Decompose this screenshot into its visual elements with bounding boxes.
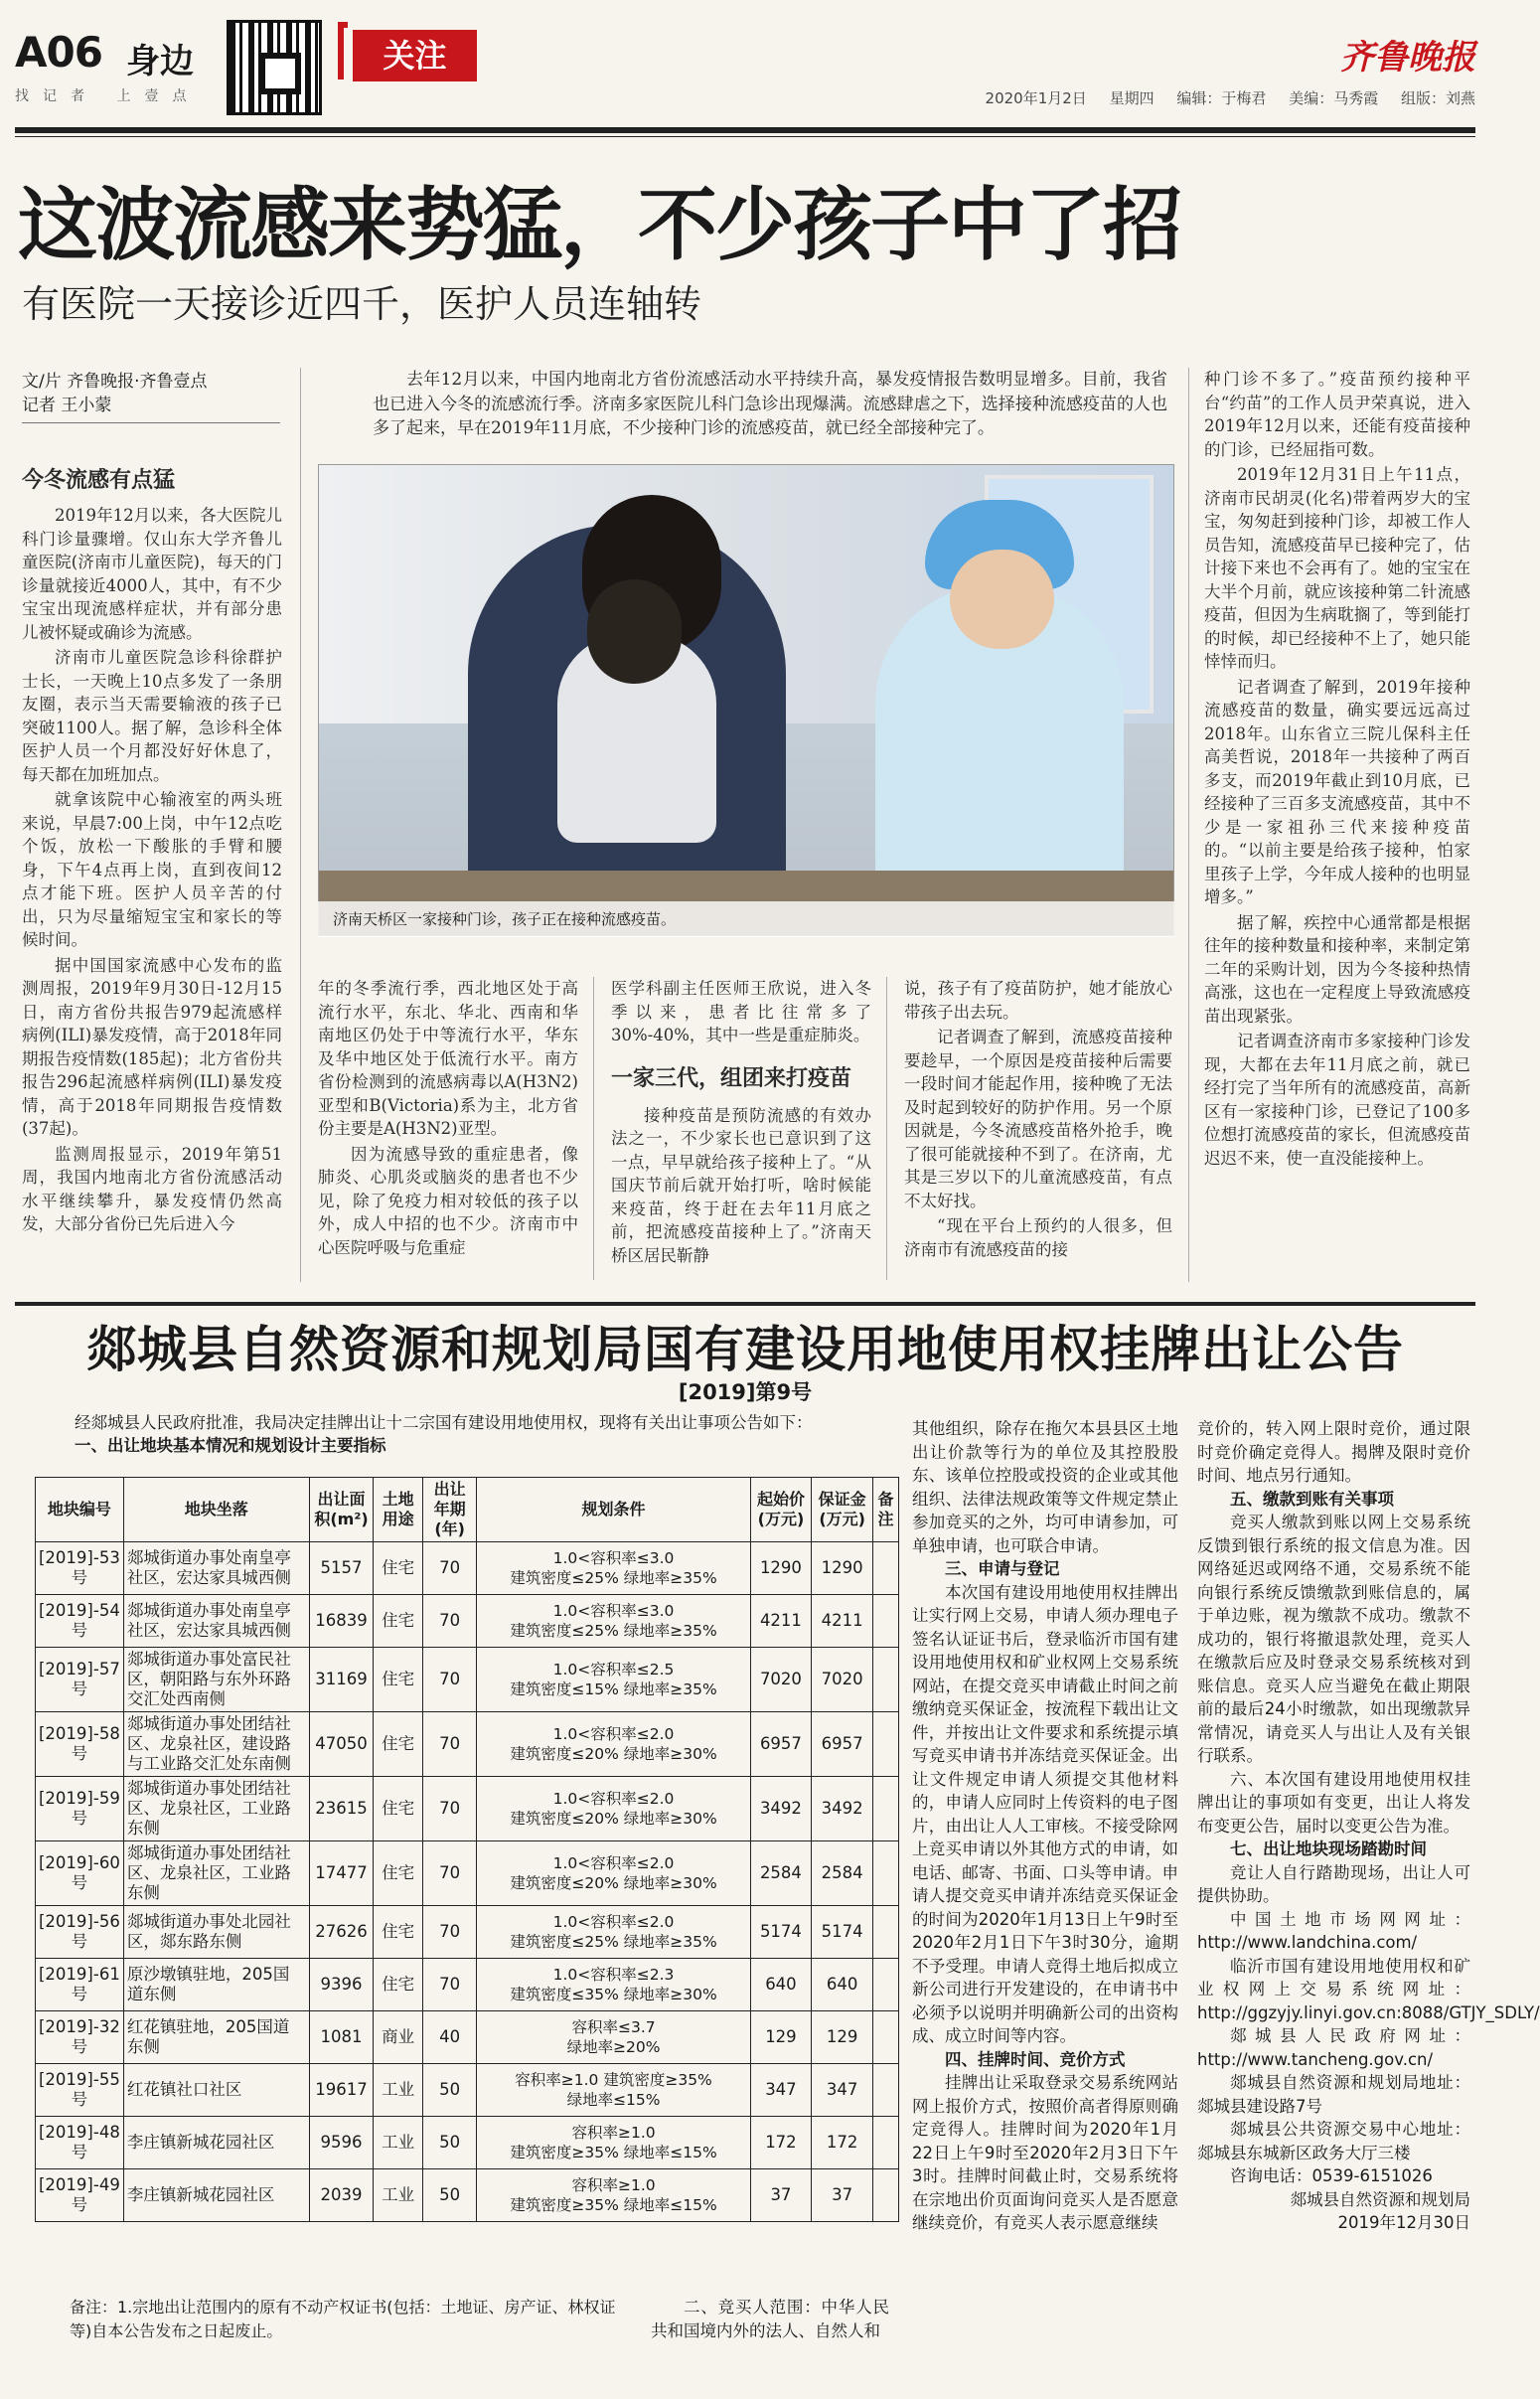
intro-heading: 一、出让地块基本情况和规划设计主要指标 [75, 1436, 386, 1455]
plot-location: 原沙墩镇驻地，205国道东侧 [123, 1959, 309, 2011]
plot-remark [873, 1841, 899, 1906]
plot-years: 70 [422, 1777, 477, 1841]
plot-years: 70 [422, 1648, 477, 1712]
editor: 编辑：于梅君 [1176, 89, 1267, 107]
plot-plan [477, 1542, 750, 1595]
plot-start-price: 6957 [750, 1712, 812, 1777]
plot-deposit: 1290 [812, 1542, 873, 1595]
plot-years: 50 [422, 2064, 477, 2117]
table-row [36, 1542, 899, 1595]
plot-use: 住宅 [374, 1959, 422, 2011]
plot-years: 50 [422, 2117, 477, 2169]
plot-deposit: 5174 [812, 1906, 873, 1959]
plot-remark [873, 1712, 899, 1777]
table-header-cell: 出让面积(m²) [309, 1478, 374, 1542]
plan-line-1: 1.0<容积率≤2.0 [552, 1725, 675, 1743]
paragraph: 据中国国家流感中心发布的监测周报，2019年9月30日-12月15日，南方省份共报告979起流感样病例(ILI)暴发疫情，高于2018年同期报告疫情数(185起)；北方省份共报告296起流感样病例(ILI)暴发疫情，高于2018年同期报告疫情数(37起)。 [22, 955, 282, 1138]
plot-years: 70 [422, 1841, 477, 1906]
plot-location: 郯城街道办事处南皇亭社区，宏达家具城西侧 [123, 1595, 309, 1648]
table-row [36, 2117, 899, 2169]
news-photo [318, 464, 1174, 936]
plot-remark [873, 1959, 899, 2011]
phone: 咨询电话：0539-6151026 [1230, 2166, 1433, 2185]
plot-start-price: 37 [750, 2169, 812, 2222]
plot-plan [477, 1777, 750, 1841]
issue-date: 2019年12月30日 [1337, 2213, 1470, 2232]
plot-plan [477, 1648, 750, 1712]
header-rule-thin [15, 136, 1475, 137]
plan-line-1: 容积率≥1.0 [571, 2176, 656, 2194]
article-column-2 [318, 977, 578, 1261]
paragraph: “现在平台上预约的人很多，但济南市有流感疫苗的接 [904, 1216, 1172, 1259]
plot-area: 9396 [309, 1959, 374, 2011]
section-name: 身边 [126, 42, 194, 81]
section-tag: 关注 [353, 30, 477, 81]
issuer: 郯城县自然资源和规划局 [1290, 2189, 1470, 2209]
paragraph: 本次国有建设用地使用权挂牌出让实行网上交易，申请人须办理电子签名认证证书后，登录临沂市国有建设用地使用权和矿业权网上交易系统网站，在提交竞买申请截止时间之前缴纳竞买保证金，按流程下载出让文件，并按出让文件要求和系统提示填写竞买申请书并冻结竞买保证金。出让文件规定申请人须提交其他材料的，申请人应同时上传资料的电子图片，由出让人人工审核。不接受除网上竞买申请以外其他方式的申请，如电话、邮寄、书面、口头等申请。申请人提交竞买申请并冻结竞买保证金的时间为2020年1月13日上午9时至2020年2月1日下午3时30分，逾期不予受理。申请人竞得土地后拟成立新公司进行开发建设的，在申请书中必须予以说明并明确新公司的出资构成、成立时间等内容。 [912, 1582, 1178, 2045]
plan-line-2: 建筑密度≤35% 绿地率≥30% [510, 1986, 717, 2003]
plot-area: 31169 [309, 1648, 374, 1712]
paragraph: 接种疫苗是预防流感的有效办法之一，不少家长也已意识到了这一点，早早就给孩子接种上了。“从国庆节前后就开始打听，啥时候能来疫苗，终于赶在去年11月底之前，把流感疫苗接种上了。”济南天桥区居民靳静 [611, 1105, 871, 1265]
plot-deposit: 640 [812, 1959, 873, 2011]
article-column-1 [22, 455, 282, 1238]
address: 郯城县自然资源和规划局地址：郯城县建设路7号 [1197, 2073, 1470, 2116]
byline-rule [22, 422, 280, 423]
website: 临沂市国有建设用地使用权和矿业权网上交易系统网址：http://ggzyjy.linyi.gov.cn:8088/GTJY_SDLY/ [1197, 1956, 1540, 2022]
plot-plan [477, 2064, 750, 2117]
plot-area: 1081 [309, 2011, 374, 2064]
plot-plan [477, 1712, 750, 1777]
plot-remark [873, 2064, 899, 2117]
plot-plan [477, 1595, 750, 1648]
table-header-cell: 保证金(万元) [812, 1478, 873, 1542]
plot-area: 17477 [309, 1841, 374, 1906]
table-header-cell: 起始价(万元) [750, 1478, 812, 1542]
paragraph: 年的冬季流行季，西北地区处于高流行水平，东北、华北、西南和华南地区仍处于中等流行水平，华东及华中地区处于低流行水平。南方省份检测到的流感病毒以A(H3N2)亚型和B(Victoria)系为主，北方省份主要是A(H3N2)亚型。 [318, 979, 578, 1138]
plan-line-1: 1.0<容积率≤2.0 [552, 1913, 675, 1931]
plan-line-2: 建筑密度≤25% 绿地率≥35% [510, 1622, 717, 1640]
plot-remark [873, 2117, 899, 2169]
plot-location: 李庄镇新城花园社区 [123, 2117, 309, 2169]
plot-location: 李庄镇新城花园社区 [123, 2169, 309, 2222]
plan-line-1: 容积率≤3.7 [571, 2018, 656, 2036]
plot-plan [477, 2011, 750, 2064]
plan-line-1: 1.0<容积率≤3.0 [552, 1549, 675, 1567]
plot-use: 工业 [374, 2169, 422, 2222]
table-row [36, 2011, 899, 2064]
plan-line-1: 1.0<容积率≤2.0 [552, 1790, 675, 1808]
plan-line-1: 容积率≥1.0 [571, 2124, 656, 2142]
paragraph: 记者调查了解到，2019年接种流感疫苗的数量，确实要远远高过2018年。山东省立三院儿保科主任高美哲说，2018年一共接种了两百多支，而2019年截止到10月底，已经接种了三百多支流感疫苗，其中不少是一家祖孙三代来接种疫苗的。“以前主要是给孩子接种，怕家里孩子上学，今年成人接种的也明显增多。” [1204, 677, 1470, 906]
plot-deposit: 3492 [812, 1777, 873, 1841]
table-header-row [36, 1478, 899, 1542]
paragraph: 竞让人自行踏勘现场，出让人可提供协助。 [1197, 1862, 1470, 1905]
lead-paragraph [373, 368, 1167, 443]
plot-start-price: 4211 [750, 1595, 812, 1648]
plot-id: [2019]-49号 [36, 2169, 124, 2222]
plot-id: [2019]-57号 [36, 1648, 124, 1712]
plot-area: 2039 [309, 2169, 374, 2222]
plan-line-2: 建筑密度≤15% 绿地率≥35% [510, 1680, 717, 1698]
plot-plan [477, 1959, 750, 2011]
table-header-cell: 地块编号 [36, 1478, 124, 1542]
plot-use: 工业 [374, 2117, 422, 2169]
plot-location: 郯城街道办事处团结社区、龙泉社区，工业路东侧 [123, 1777, 309, 1841]
lead-text: 去年12月以来，中国内地南北方省份流感活动水平持续升高，暴发疫情报告数明显增多。目前，我省也已进入今冬的流感流行季。济南多家医院儿科门急诊出现爆满。流感肆虐之下，选择接种流感疫苗的人也多了起来，早在2019年11月底，不少接种门诊的流感疫苗，就已经全部接种完了。 [373, 370, 1167, 438]
table-row [36, 2169, 899, 2222]
table-row [36, 1841, 899, 1906]
byline-reporter: 记者 王小蒙 [22, 396, 112, 415]
paragraph: 据了解，疾控中心通常都是根据往年的接种数量和接种率，来制定第二年的采购计划，因为今冬接种热情高涨，这也在一定程度上导致流感疫苗出现紧张。 [1204, 912, 1470, 1026]
article-column-3 [611, 977, 871, 1269]
plot-plan [477, 1841, 750, 1906]
paragraph: 医学科副主任医师王欣说，进入冬季以来，患者比往常多了30%-40%，其中一些是重症肺炎。 [611, 979, 871, 1044]
table-row [36, 1959, 899, 2011]
tag-bracket [338, 22, 348, 80]
plot-id: [2019]-58号 [36, 1712, 124, 1777]
plot-area: 19617 [309, 2064, 374, 2117]
paragraph: 因为流感导致的重症患者，像肺炎、心肌炎或脑炎的患者也不少见，除了免疫力相对较低的孩子以外，成人中招的也不少。济南市中心医院呼吸与危重症 [318, 1144, 578, 1257]
land-plots-table [35, 1477, 899, 2222]
table-row [36, 2064, 899, 2117]
plot-use: 住宅 [374, 1595, 422, 1648]
plot-remark [873, 1542, 899, 1595]
plot-id: [2019]-48号 [36, 2117, 124, 2169]
plot-area: 47050 [309, 1712, 374, 1777]
announcement-title: 郯城县自然资源和规划局国有建设用地使用权挂牌出让公告 [86, 1321, 1404, 1378]
paragraph: 二、竞买人范围：中华人民共和国境内外的法人、自然人和 [651, 2298, 889, 2340]
plan-line-1: 1.0<容积率≤2.3 [552, 1966, 675, 1984]
paragraph: 2019年12月以来，各大医院儿科门诊量骤增。仅山东大学齐鲁儿童医院(济南市儿童医院)，每天的门诊量就接近4000人，其中，有不少宝宝出现流感样症状，并有部分患儿被怀疑或确诊为流感。 [22, 506, 282, 642]
plot-deposit: 6957 [812, 1712, 873, 1777]
page-header [15, 20, 1475, 139]
plot-area: 23615 [309, 1777, 374, 1841]
plot-use: 住宅 [374, 1841, 422, 1906]
plot-location: 郯城街道办事处团结社区、龙泉社区，建设路与工业路交汇处东南侧 [123, 1712, 309, 1777]
plot-remark [873, 1595, 899, 1648]
table-header-cell: 地块坐落 [123, 1478, 309, 1542]
paragraph: 挂牌出让采取登录交易系统网站网上报价方式，按照价高者得原则确定竞得人。挂牌时间为2020年1月22日上午9时至2020年2月3日下午3时。挂牌时间截止时，交易系统将在宗地出价页面询问竞买人是否愿意继续竞价，有竞买人表示愿意继续 [912, 2073, 1178, 2232]
page-number: A06 [15, 28, 102, 77]
announcement-column-mid [912, 1417, 1178, 2235]
plot-start-price: 5174 [750, 1906, 812, 1959]
header-rule [15, 127, 1475, 133]
plot-remark [873, 1777, 899, 1841]
plan-line-2: 建筑密度≥35% 绿地率≤15% [510, 2196, 717, 2214]
plot-use: 工业 [374, 2064, 422, 2117]
plot-id: [2019]-55号 [36, 2064, 124, 2117]
plot-remark [873, 1906, 899, 1959]
plot-use: 住宅 [374, 1712, 422, 1777]
plot-start-price: 1290 [750, 1542, 812, 1595]
plan-line-1: 1.0<容积率≤2.0 [552, 1854, 675, 1872]
table-header-cell: 出让年期(年) [422, 1478, 477, 1542]
clause-heading: 四、挂牌时间、竞价方式 [945, 2049, 1126, 2069]
plan-line-2: 建筑密度≤20% 绿地率≥30% [510, 1874, 717, 1892]
table-row [36, 1906, 899, 1959]
paragraph: 济南市儿童医院急诊科徐群护士长，一天晚上10点多发了一条朋友圈，表示当天需要输液的孩子已突破1100人。据了解，急诊科全体医护人员一个月都没好好休息了，每天都在加班加点。 [22, 648, 282, 784]
header-meta [968, 87, 1475, 108]
clause-heading: 三、申请与登记 [945, 1559, 1060, 1578]
plot-location: 郯城街道办事处北园社区，郯东路东侧 [123, 1906, 309, 1959]
table-body [36, 1542, 899, 2222]
plan-line-2: 建筑密度≤20% 绿地率≥30% [510, 1810, 717, 1828]
plot-id: [2019]-56号 [36, 1906, 124, 1959]
plan-line-1: 1.0<容积率≤2.5 [552, 1661, 675, 1679]
website: 郯城县人民政府网址：http://www.tancheng.gov.cn/ [1197, 2026, 1470, 2069]
plan-line-2: 绿地率≥20% [566, 2038, 661, 2056]
table-header-cell: 土地用途 [374, 1478, 422, 1542]
plan-line-2: 建筑密度≥35% 绿地率≤15% [510, 2144, 717, 2161]
plot-id: [2019]-53号 [36, 1542, 124, 1595]
art-editor: 美编：马秀霞 [1289, 89, 1379, 107]
paragraph: 竞价的，转入网上限时竞价，通过限时竞价确定竞得人。揭牌及限时竞价时间、地点另行通知。 [1197, 1419, 1470, 1485]
plot-plan [477, 1906, 750, 1959]
plot-years: 50 [422, 2169, 477, 2222]
weekday: 星期四 [1109, 89, 1155, 107]
plan-line-1: 1.0<容积率≤3.0 [552, 1602, 675, 1620]
plot-area: 5157 [309, 1542, 374, 1595]
plot-years: 70 [422, 1959, 477, 2011]
paragraph: 竞买人缴款到账以网上交易系统反馈到银行系统的报文信息为准。因网络延迟或网络不通，交易系统不能向银行系统反馈缴款到账信息的，属于单边账，视为缴款不成功。缴款不成功的，银行将撤退款处理，竞买人在缴款后应及时登录交易系统核对到账信息。竞买人应当避免在截止期限前的最后24小时缴款，如出现缴款异常情况，请竞买人与出让人及有关银行联系。 [1197, 1513, 1470, 1765]
plot-start-price: 2584 [750, 1841, 812, 1906]
plot-id: [2019]-54号 [36, 1595, 124, 1648]
plan-line-2: 建筑密度≤25% 绿地率≥35% [510, 1933, 717, 1951]
plot-deposit: 2584 [812, 1841, 873, 1906]
plot-use: 商业 [374, 2011, 422, 2064]
plot-start-price: 7020 [750, 1648, 812, 1712]
photo-caption: 济南天桥区一家接种门诊，孩子正在接种流感疫苗。 [318, 901, 1174, 937]
announcement-intro [42, 1411, 876, 1457]
article-column-5 [1204, 368, 1470, 1172]
paragraph: 记者调查济南市多家接种门诊发现，大都在去年11月底之前，就已经打完了当年所有的流感疫苗，高新区有一家接种门诊，已登记了100多位想打流感疫苗的家长，但流感疫苗迟迟不来，使一直没能接种上。 [1204, 1032, 1470, 1168]
plot-use: 住宅 [374, 1906, 422, 1959]
paragraph: 2019年12月31日上午11点，济南市民胡灵(化名)带着两岁大的宝宝，匆匆赶到接种门诊，却被工作人员告知，流感疫苗早已接种完了，估计接下来也不会再有了。她的宝宝在大半个月前，就应该接种第二针流感疫苗，但因为生病耽搁了，等到能打的时候，却已经接种不上了，她只能悻悻而归。 [1204, 465, 1470, 671]
plot-years: 70 [422, 1542, 477, 1595]
issue-date: 2020年1月2日 [985, 89, 1087, 107]
plot-years: 70 [422, 1712, 477, 1777]
newspaper-logo: 齐鲁晚报 [1340, 38, 1475, 78]
plot-id: [2019]-32号 [36, 2011, 124, 2064]
column-divider [593, 977, 594, 1280]
plot-remark [873, 2169, 899, 2222]
plot-remark [873, 2011, 899, 2064]
table-header-cell: 备注 [873, 1478, 899, 1542]
plot-years: 40 [422, 2011, 477, 2064]
table-row [36, 1595, 899, 1648]
plot-deposit: 7020 [812, 1648, 873, 1712]
plot-start-price: 129 [750, 2011, 812, 2064]
section-heading: 一家三代，组团来打疫苗 [611, 1065, 852, 1091]
byline-source: 文/片 齐鲁晚报·齐鲁壹点 [22, 372, 208, 392]
qr-code-icon [227, 20, 322, 115]
plot-deposit: 172 [812, 2117, 873, 2169]
subheadline: 有医院一天接诊近四千，医护人员连轴转 [22, 282, 702, 326]
plot-location: 郯城街道办事处团结社区、龙泉社区，工业路东侧 [123, 1841, 309, 1906]
plot-id: [2019]-59号 [36, 1777, 124, 1841]
announcement-column-right [1197, 1417, 1540, 2235]
plot-years: 70 [422, 1595, 477, 1648]
paragraph: 说，孩子有了疫苗防护，她才能放心带孩子出去玩。 [904, 979, 1172, 1022]
clause-heading: 五、缴款到账有关事项 [1230, 1489, 1394, 1509]
plot-use: 住宅 [374, 1648, 422, 1712]
plot-deposit: 129 [812, 2011, 873, 2064]
headline: 这波流感来势猛，不少孩子中了招 [18, 179, 1180, 271]
plot-plan [477, 2169, 750, 2222]
plot-start-price: 3492 [750, 1777, 812, 1841]
paragraph: 其他组织，除存在拖欠本县县区土地出让价款等行为的单位及其控股股东、该单位控股或投资的企业或其他组织、法律法规政策等文件规定禁止参加竞买的之外，均可申请参加，可单独申请，也可联合申请。 [912, 1419, 1178, 1555]
article-column-4 [904, 977, 1172, 1263]
section-heading: 今冬流感有点猛 [22, 468, 176, 493]
plot-location: 郯城街道办事处南皇亭社区，宏达家具城西侧 [123, 1542, 309, 1595]
plot-location: 红花镇社口社区 [123, 2064, 309, 2117]
paragraph: 六、本次国有建设用地使用权挂牌出让的事项如有变更，出让人将发布变更公告，届时以变更公告为准。 [1197, 1769, 1470, 1836]
plot-id: [2019]-61号 [36, 1959, 124, 2011]
plot-start-price: 640 [750, 1959, 812, 2011]
plot-plan [477, 2117, 750, 2169]
proof: 组版：刘燕 [1400, 89, 1475, 107]
plan-line-1: 容积率≥1.0 建筑密度≥35% [515, 2071, 712, 2089]
paragraph: 就拿该院中心输液室的两头班来说，早晨7:00上岗，中午12点吃个饭，放松一下酸胀的手臂和腰身，下午4点再上岗，直到夜间12点才能下班。医护人员辛苦的付出，只为尽量缩短宝宝和家长的等候时间。 [22, 790, 282, 949]
plot-area: 16839 [309, 1595, 374, 1648]
table-row [36, 1777, 899, 1841]
plot-location: 郯城街道办事处富民社区，朝阳路与东外环路交汇处西南侧 [123, 1648, 309, 1712]
address: 郯城县公共资源交易中心地址：郯城县东城新区政务大厅三楼 [1197, 2120, 1470, 2162]
plan-line-2: 建筑密度≤25% 绿地率≥35% [510, 1569, 717, 1587]
announcement-clause-2 [651, 2296, 889, 2342]
plot-remark [873, 1648, 899, 1712]
column-divider [886, 977, 887, 1280]
plot-deposit: 4211 [812, 1595, 873, 1648]
plot-start-price: 347 [750, 2064, 812, 2117]
byline [22, 370, 280, 417]
plot-id: [2019]-60号 [36, 1841, 124, 1906]
plot-years: 70 [422, 1906, 477, 1959]
table-note: 备注：1.宗地出让范围内的原有不动产权证书(包括：土地证、房产证、林权证等)自本公告发布之日起废止。 [70, 2298, 616, 2340]
paragraph: 监测周报显示，2019年第51周，我国内地南北方省份流感活动水平继续攀升，暴发疫情仍然高发，大部分省份已先后进入今 [22, 1144, 282, 1233]
announcement-rule [15, 1302, 1475, 1306]
plot-use: 住宅 [374, 1777, 422, 1841]
column-divider [300, 368, 301, 1282]
plot-start-price: 172 [750, 2117, 812, 2169]
paragraph: 种门诊不多了。”疫苗预约接种平台“约苗”的工作人员尹荣真说，进入2019年12月以来，还能有疫苗接种的门诊，已经屈指可数。 [1204, 370, 1470, 459]
plot-deposit: 37 [812, 2169, 873, 2222]
plan-line-2: 绿地率≤15% [566, 2091, 661, 2109]
plot-use: 住宅 [374, 1542, 422, 1595]
clause-heading: 七、出让地块现场踏勘时间 [1230, 1839, 1427, 1858]
announcement-number: [2019]第9号 [678, 1380, 813, 1404]
plot-area: 9596 [309, 2117, 374, 2169]
website: 中国土地市场网网址：http://www.landchina.com/ [1197, 1909, 1470, 1952]
table-row [36, 1712, 899, 1777]
plot-area: 27626 [309, 1906, 374, 1959]
paragraph: 记者调查了解到，流感疫苗接种要趁早，一个原因是疫苗接种后需要一段时间才能起作用，接种晚了无法及时起到较好的防护作用。另一个原因就是，今冬流感疫苗格外抢手，晚了很可能就接种不到了。在济南，尤其是三岁以下的儿童流感疫苗，有点不太好找。 [904, 1028, 1172, 1210]
plan-line-2: 建筑密度≤20% 绿地率≥30% [510, 1745, 717, 1763]
intro-text: 经郯城县人民政府批准，我局决定挂牌出让十二宗国有建设用地使用权，现将有关出让事项公告如下： [75, 1413, 813, 1432]
table-row [36, 1648, 899, 1712]
plot-location: 红花镇驻地，205国道东侧 [123, 2011, 309, 2064]
column-divider [1188, 368, 1189, 1282]
header-subtitle: 找记者 上壹点 [15, 88, 201, 104]
table-header-cell: 规划条件 [477, 1478, 750, 1542]
plot-deposit: 347 [812, 2064, 873, 2117]
